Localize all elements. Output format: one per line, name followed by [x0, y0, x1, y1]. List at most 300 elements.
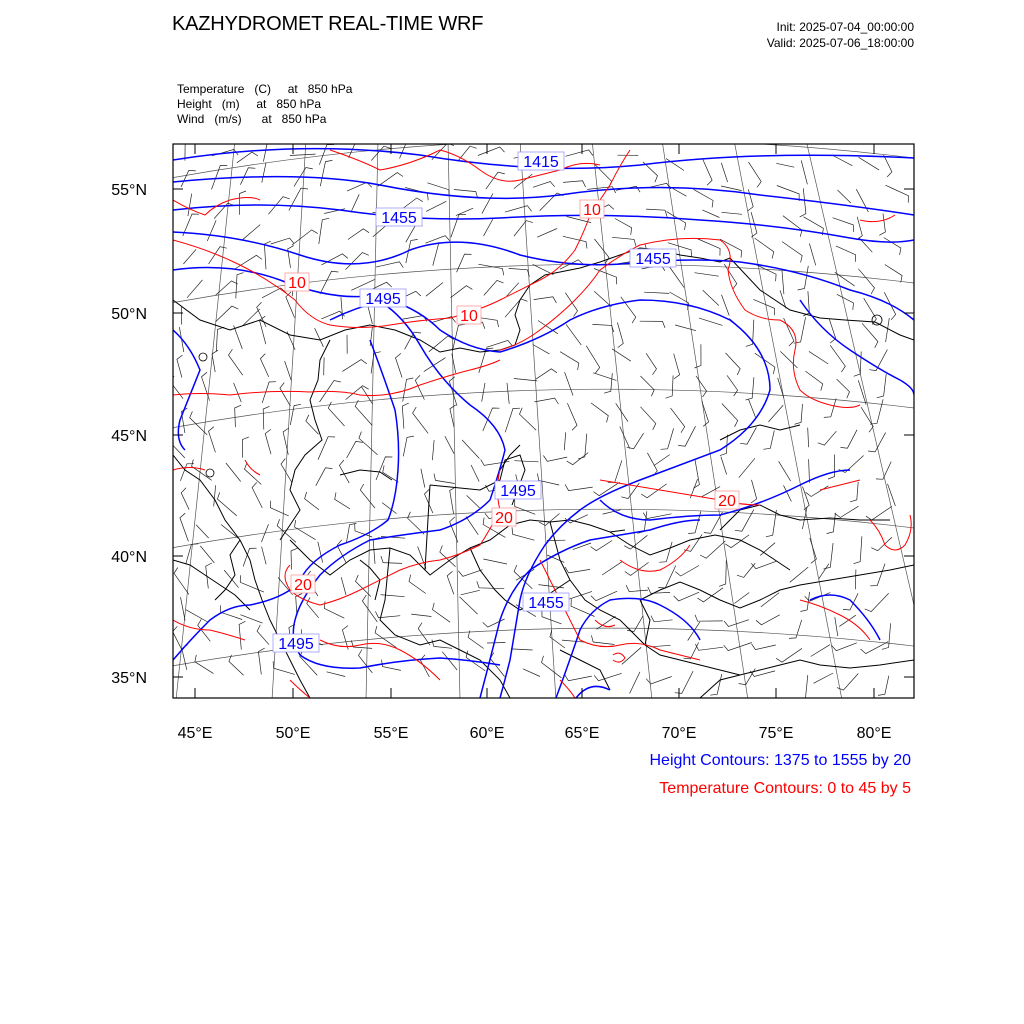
svg-text:1495: 1495	[365, 291, 401, 308]
wind-barb	[622, 647, 641, 664]
wind-barb	[381, 556, 402, 563]
wind-barb	[809, 459, 810, 483]
wind-barb	[195, 655, 214, 674]
wind-barb	[316, 468, 333, 486]
wind-barb	[784, 485, 792, 501]
wind-barb	[320, 271, 339, 294]
temperature-label	[291, 575, 315, 594]
wind-barb	[505, 408, 520, 432]
wind-barb	[359, 650, 373, 673]
wind-barb	[234, 325, 243, 349]
wind-barb	[602, 562, 622, 575]
field-wind: Wind (m/s) at 850 hPa	[177, 112, 327, 126]
wind-barb	[457, 254, 472, 272]
wind-barb	[341, 577, 346, 595]
wind-barb	[511, 649, 533, 650]
wind-barb	[382, 503, 396, 514]
wind-barb	[630, 672, 640, 694]
wind-barb	[257, 302, 266, 327]
wind-barb	[237, 152, 258, 163]
wind-barb	[745, 377, 754, 400]
wind-barb	[641, 407, 656, 430]
wind-barb	[478, 264, 504, 275]
temperature-label	[715, 491, 739, 510]
wind-barb	[173, 626, 182, 650]
wind-barb	[565, 293, 577, 317]
wind-barb	[487, 643, 506, 644]
wind-barb	[615, 219, 632, 235]
svg-text:10: 10	[460, 308, 478, 325]
wind-barb	[651, 645, 671, 647]
wind-barb	[408, 512, 425, 534]
wind-barb	[674, 592, 699, 601]
wind-barb	[262, 288, 286, 298]
wind-barb	[612, 237, 636, 246]
wind-barb	[838, 190, 851, 203]
wind-barb	[220, 605, 242, 619]
wind-barb	[453, 324, 466, 350]
wind-barb	[200, 546, 214, 563]
wind-barb	[226, 463, 241, 482]
wind-barb	[756, 615, 780, 625]
wind-barb	[752, 644, 776, 650]
wind-barb	[749, 162, 762, 187]
wind-barb	[174, 568, 189, 595]
wind-barb	[597, 616, 616, 629]
wind-barb	[693, 460, 699, 489]
wind-barb	[216, 306, 239, 322]
field-height: Height (m) at 850 hPa	[177, 97, 322, 111]
wind-barb	[542, 656, 562, 678]
wind-barb	[751, 480, 757, 503]
wind-barb	[239, 621, 245, 649]
wind-barb	[509, 268, 530, 276]
wind-barb	[700, 541, 725, 558]
wind-barb	[659, 542, 672, 562]
wind-barb	[801, 160, 807, 184]
wind-barb	[212, 350, 218, 372]
wind-barb	[866, 506, 892, 520]
wind-barb	[722, 404, 738, 427]
wind-barb	[722, 212, 743, 214]
lon-tick-label: 70°E	[661, 725, 697, 742]
wind-barb	[799, 675, 808, 701]
wind-barb	[533, 264, 554, 274]
wind-barb	[627, 433, 644, 449]
wind-barb	[335, 492, 350, 509]
wind-barb	[229, 655, 244, 675]
svg-text:20: 20	[294, 577, 312, 594]
temperature-label	[457, 306, 481, 325]
wind-barb	[402, 403, 408, 429]
wind-barb	[378, 173, 403, 187]
wind-barb	[567, 403, 577, 430]
wind-barb	[478, 147, 505, 156]
wind-barb	[240, 191, 247, 215]
wind-barb	[727, 375, 738, 396]
wind-barb	[695, 615, 723, 622]
wind-barb	[640, 321, 665, 328]
wind-barb	[805, 371, 822, 391]
wind-barbs	[170, 134, 908, 701]
wind-barb	[789, 620, 802, 639]
wind-barb	[433, 242, 439, 265]
wind-barb	[520, 408, 537, 431]
wind-barb	[803, 487, 810, 510]
wind-barb	[242, 437, 249, 458]
wind-barb	[617, 323, 623, 348]
temperature-label	[580, 200, 604, 219]
wind-barb	[186, 610, 208, 622]
wind-barb	[285, 361, 292, 380]
wind-barb	[359, 432, 378, 455]
wind-barb	[170, 376, 183, 399]
wind-barb	[451, 215, 466, 238]
wind-barb	[265, 429, 271, 454]
wind-barb	[884, 238, 901, 255]
terrain-markers	[199, 315, 882, 477]
wind-barb	[288, 246, 294, 268]
wind-barb	[315, 328, 324, 347]
svg-text:1415: 1415	[523, 154, 559, 171]
wind-barb	[646, 209, 667, 217]
wind-barb	[487, 340, 513, 347]
wind-barb	[514, 379, 537, 381]
init-time: Init: 2025-07-04_00:00:00	[776, 20, 914, 34]
wind-barb	[818, 431, 837, 445]
wind-barb	[703, 290, 719, 305]
wind-barb	[217, 492, 236, 515]
wind-barb	[837, 379, 850, 398]
wind-barb	[776, 163, 794, 167]
wind-barb	[722, 295, 730, 316]
plot-frame	[173, 144, 914, 698]
wind-barb	[339, 460, 349, 483]
wind-barb	[533, 345, 550, 354]
wind-barb	[539, 514, 559, 526]
wind-barb	[450, 517, 458, 543]
height-label	[630, 249, 676, 268]
wind-barb	[216, 327, 224, 351]
wind-barb	[608, 460, 622, 482]
wind-barb	[591, 403, 608, 423]
height-label	[495, 481, 541, 500]
wind-barb	[426, 283, 443, 297]
latitude-labels	[111, 182, 147, 687]
height-contour-legend: Height Contours: 1375 to 1555 by 20	[649, 752, 911, 769]
wind-barb	[373, 537, 379, 564]
wind-barb	[702, 210, 719, 218]
wind-barb	[565, 485, 593, 491]
wind-barb	[749, 400, 756, 419]
wind-barb	[675, 671, 693, 693]
lon-tick-label: 75°E	[758, 725, 794, 742]
wind-barb	[724, 264, 737, 289]
wind-barb	[769, 405, 784, 422]
wind-barb	[202, 372, 210, 400]
contour-labels	[273, 152, 739, 653]
wind-barb	[484, 280, 504, 295]
wind-barb	[483, 559, 507, 564]
wind-barb	[725, 535, 749, 548]
wind-barb	[666, 376, 674, 399]
wind-barb	[710, 674, 722, 695]
wind-barb	[180, 513, 189, 541]
wind-barb	[586, 346, 599, 373]
wind-barb	[592, 324, 613, 332]
wind-barb	[349, 134, 366, 158]
wind-barb	[661, 428, 674, 449]
country-borders	[173, 248, 914, 698]
wind-barb	[305, 492, 320, 510]
wind-barb	[684, 534, 702, 551]
wind-barb	[505, 206, 532, 212]
longitude-labels	[178, 725, 892, 742]
wind-barb	[271, 238, 294, 244]
wind-barb	[270, 501, 288, 516]
wind-barb	[884, 155, 892, 177]
wind-barb	[262, 547, 267, 565]
wind-barb	[348, 229, 369, 240]
wind-barb	[292, 230, 318, 245]
wind-barb	[594, 269, 617, 285]
wind-barb	[207, 220, 216, 241]
wind-barb	[755, 238, 774, 259]
wind-barb	[257, 625, 269, 645]
wind-barb	[811, 645, 830, 657]
wind-barb	[318, 542, 323, 563]
svg-text:1455: 1455	[635, 251, 671, 268]
wind-barb	[638, 511, 647, 533]
wind-barb	[342, 360, 366, 372]
wind-barb	[319, 218, 329, 244]
wind-barb	[766, 510, 777, 537]
height-label	[360, 289, 406, 308]
lat-tick-label: 45°N	[111, 428, 147, 445]
wind-barb	[538, 321, 558, 334]
wind-barb	[534, 398, 558, 404]
wind-barb	[594, 673, 622, 680]
wind-barb	[782, 242, 802, 263]
wind-barb	[514, 461, 538, 462]
wind-barb	[835, 506, 859, 517]
wind-barb	[462, 440, 479, 459]
wind-barb	[563, 236, 587, 248]
wind-barb	[514, 221, 533, 237]
svg-text:1495: 1495	[500, 483, 536, 500]
wind-barb	[868, 433, 886, 452]
wind-barb	[537, 229, 557, 238]
wind-barb	[864, 298, 877, 324]
wind-barb	[841, 430, 858, 448]
wind-barb	[507, 383, 509, 404]
graticule	[160, 139, 936, 700]
wind-barb	[432, 440, 434, 460]
wind-barb	[458, 570, 482, 577]
wind-barb	[876, 462, 891, 480]
wind-barb	[794, 404, 802, 424]
wind-barb	[505, 299, 528, 317]
wind-barb	[347, 441, 363, 458]
wind-barb	[245, 463, 262, 485]
wind-barb	[724, 643, 752, 651]
wind-barb	[886, 185, 909, 203]
wind-barb	[403, 436, 414, 456]
wind-barb	[442, 652, 457, 670]
wind-barb	[327, 672, 346, 677]
wind-barb	[229, 349, 243, 375]
height-label	[376, 208, 422, 227]
wind-barb	[426, 201, 446, 211]
wind-barb	[295, 520, 316, 540]
wind-barb	[824, 399, 836, 418]
tick-marks	[173, 144, 914, 698]
wind-barb	[654, 455, 670, 466]
wind-barb	[760, 543, 775, 556]
wind-barb	[235, 405, 241, 427]
wind-barb	[809, 244, 815, 266]
wind-barb	[667, 212, 686, 230]
wind-barb	[879, 214, 885, 236]
wind-barb	[328, 402, 344, 426]
wind-barb	[400, 135, 410, 158]
wind-barb	[468, 631, 484, 649]
wind-barb	[641, 376, 655, 396]
wind-barb	[181, 170, 196, 186]
wind-barb	[828, 455, 835, 480]
svg-text:10: 10	[288, 275, 306, 292]
temperature-label	[492, 508, 516, 527]
wind-barb	[753, 299, 774, 315]
wind-barb	[381, 595, 405, 597]
wind-barb	[855, 570, 856, 590]
wind-barb	[835, 617, 838, 636]
wind-barb	[236, 273, 244, 299]
wind-barb	[482, 194, 493, 214]
wind-barb	[806, 486, 829, 497]
wind-barb	[671, 408, 685, 433]
wind-barb	[409, 575, 426, 594]
wind-barb	[450, 487, 456, 514]
wind-barb	[626, 585, 648, 591]
wind-barb	[861, 642, 889, 654]
wind-barb	[515, 499, 536, 514]
svg-text:1455: 1455	[528, 595, 564, 612]
wind-barb	[534, 297, 557, 303]
wind-barb	[819, 564, 829, 579]
wind-barb	[320, 160, 332, 186]
height-label	[273, 634, 319, 653]
wind-barb	[726, 353, 741, 375]
wind-barb	[240, 575, 264, 592]
wind-barb	[837, 674, 858, 691]
wind-barb	[644, 292, 669, 293]
svg-text:10: 10	[583, 202, 601, 219]
wind-barb	[694, 189, 714, 207]
wind-barb	[697, 239, 720, 256]
wind-barb	[675, 325, 696, 331]
wind-barb	[779, 461, 791, 481]
wind-barb	[429, 336, 454, 352]
wind-barb	[413, 407, 429, 433]
wind-barb	[861, 407, 873, 432]
wind-barb	[790, 567, 808, 582]
wind-barb	[699, 318, 722, 325]
lat-tick-label: 50°N	[111, 306, 147, 323]
wind-barb	[560, 352, 579, 370]
wind-barb	[209, 427, 216, 453]
wind-barb	[543, 456, 567, 462]
wind-barb	[565, 675, 592, 681]
wind-barb	[290, 404, 301, 425]
wind-barb	[739, 669, 756, 685]
wind-barb	[224, 570, 238, 588]
wind-barb	[471, 465, 479, 482]
wind-barb	[424, 358, 446, 372]
wind-barb	[242, 225, 260, 241]
wind-barb	[355, 400, 372, 425]
wind-barb	[808, 428, 809, 448]
wind-barb	[181, 408, 187, 433]
wind-barb	[827, 513, 836, 534]
wind-barb	[737, 563, 755, 577]
wind-barb	[865, 593, 889, 611]
wind-barb	[798, 266, 809, 290]
wind-barb	[784, 318, 794, 346]
lat-tick-label: 55°N	[111, 182, 147, 199]
wind-barb	[418, 547, 426, 569]
wind-barb	[235, 255, 262, 269]
wind-barb	[763, 430, 774, 449]
wind-barb	[460, 597, 478, 614]
wind-barb	[836, 246, 856, 262]
wind-barb	[324, 601, 344, 618]
wind-barb	[512, 527, 534, 540]
wind-barb	[263, 406, 269, 429]
lon-tick-label: 45°E	[177, 725, 213, 742]
wind-barb	[833, 218, 854, 232]
wind-barb	[839, 615, 856, 626]
wind-barb	[870, 564, 885, 586]
wind-barb	[421, 469, 425, 488]
wind-barb	[751, 561, 777, 569]
wind-barb	[565, 567, 590, 573]
wind-barb	[573, 543, 591, 550]
lon-tick-label: 80°E	[856, 725, 892, 742]
svg-text:1495: 1495	[278, 636, 314, 653]
wind-barb	[452, 354, 456, 373]
wind-barb	[360, 484, 375, 508]
valid-time: Valid: 2025-07-06_18:00:00	[766, 36, 914, 50]
wind-barb	[318, 437, 335, 460]
wind-barb	[196, 525, 209, 538]
wind-barb	[695, 644, 723, 650]
wind-barb	[809, 351, 828, 364]
wind-barb	[878, 676, 889, 696]
wind-barb	[833, 156, 852, 166]
wind-barb	[566, 324, 581, 345]
wind-barb	[564, 432, 565, 450]
wind-barb	[593, 373, 616, 381]
wind-barb	[262, 163, 266, 183]
wind-barb	[832, 643, 857, 651]
wind-barb	[835, 272, 855, 286]
wind-barb	[695, 273, 719, 277]
wind-barb	[859, 157, 880, 170]
svg-text:20: 20	[495, 510, 513, 527]
wind-barb	[591, 635, 614, 644]
wind-barb	[721, 457, 727, 475]
